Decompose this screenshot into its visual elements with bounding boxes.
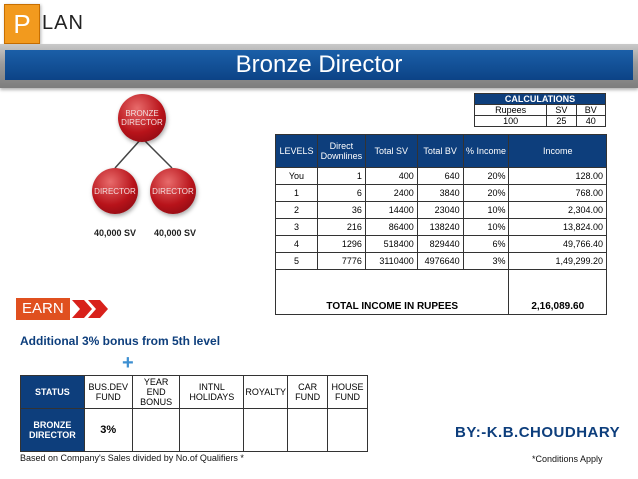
table-cell: 20% — [463, 168, 509, 185]
table-cell: 13,824.00 — [509, 219, 607, 236]
table-cell: 10% — [463, 202, 509, 219]
root-node — [118, 94, 166, 142]
status-header: INTNL HOLIDAYS — [180, 376, 244, 409]
status-cell: BRONZE DIRECTOR — [21, 409, 85, 452]
table-cell: 4 — [276, 236, 318, 253]
table-cell: You — [276, 168, 318, 185]
table-cell: 518400 — [365, 236, 417, 253]
table-cell: 3 — [276, 219, 318, 236]
status-cell — [244, 409, 288, 452]
status-header: HOUSE FUND — [328, 376, 368, 409]
plan-badge: P — [4, 4, 40, 44]
status-header: YEAR END BONUS — [132, 376, 180, 409]
levels-header: Total SV — [365, 135, 417, 168]
calc-value: 100 — [475, 116, 547, 127]
status-cell — [132, 409, 180, 452]
levels-header: Total BV — [417, 135, 463, 168]
total-row — [276, 270, 607, 315]
root-node-label-1: BRONZE — [125, 109, 159, 118]
plan-title: LAN — [42, 12, 84, 34]
status-cell — [328, 409, 368, 452]
author-credit: BY:-K.B.CHOUDHARY — [455, 424, 621, 441]
status-cell — [180, 409, 244, 452]
status-cell: 3% — [84, 409, 132, 452]
table-cell: 23040 — [417, 202, 463, 219]
total-income-value: 2,16,089.60 — [509, 270, 607, 315]
table-cell: 2400 — [365, 185, 417, 202]
table-row — [276, 236, 607, 253]
calc-value: 25 — [547, 116, 576, 127]
table-cell: 2,304.00 — [509, 202, 607, 219]
table-cell: 1 — [276, 185, 318, 202]
table-cell: 7776 — [317, 253, 365, 270]
calculations-table — [474, 93, 606, 127]
table-row — [276, 253, 607, 270]
calc-header: BV — [576, 105, 605, 116]
table-cell: 86400 — [365, 219, 417, 236]
calculations-title: CALCULATIONS — [475, 94, 606, 105]
calc-value: 40 — [576, 116, 605, 127]
table-row — [276, 202, 607, 219]
table-cell: 400 — [365, 168, 417, 185]
table-cell: 3110400 — [365, 253, 417, 270]
status-cell — [288, 409, 328, 452]
bonus-text: Additional 3% bonus from 5th level — [20, 334, 221, 348]
table-row — [276, 168, 607, 185]
calc-header: Rupees — [475, 105, 547, 116]
table-cell: 640 — [417, 168, 463, 185]
table-cell: 1,49,299.20 — [509, 253, 607, 270]
right-child-label: DIRECTOR — [152, 186, 194, 196]
table-cell: 49,766.40 — [509, 236, 607, 253]
table-cell: 36 — [317, 202, 365, 219]
left-child-label: DIRECTOR — [94, 186, 136, 196]
double-chevron-icon — [70, 298, 110, 320]
levels-header: % Income — [463, 135, 509, 168]
table-cell: 216 — [317, 219, 365, 236]
table-row — [276, 185, 607, 202]
table-cell: 138240 — [417, 219, 463, 236]
calc-header: SV — [547, 105, 576, 116]
status-header: CAR FUND — [288, 376, 328, 409]
levels-header: Income — [509, 135, 607, 168]
total-income-label: TOTAL INCOME IN RUPEES — [276, 270, 509, 315]
table-cell: 1296 — [317, 236, 365, 253]
earn-label: EARN — [16, 298, 70, 320]
right-child-node — [150, 168, 196, 214]
status-header: STATUS — [21, 376, 85, 409]
table-cell: 6% — [463, 236, 509, 253]
table-cell: 1 — [317, 168, 365, 185]
levels-header: LEVELS — [276, 135, 318, 168]
table-cell: 10% — [463, 219, 509, 236]
root-node-label-2: DIRECTOR — [121, 118, 163, 127]
table-cell: 5 — [276, 253, 318, 270]
table-cell: 2 — [276, 202, 318, 219]
left-sv-label: 40,000 SV — [94, 228, 137, 238]
plus-icon: + — [122, 352, 134, 374]
banner-title: Bronze Director — [235, 51, 403, 78]
status-header: BUS.DEV FUND — [84, 376, 132, 409]
table-row — [276, 219, 607, 236]
table-cell: 20% — [463, 185, 509, 202]
right-sv-label: 40,000 SV — [154, 228, 197, 238]
status-header: ROYALTY — [244, 376, 288, 409]
table-cell: 14400 — [365, 202, 417, 219]
left-child-node — [92, 168, 138, 214]
table-cell: 128.00 — [509, 168, 607, 185]
table-cell: 3% — [463, 253, 509, 270]
levels-header: Direct Downlines — [317, 135, 365, 168]
conditions-note: *Conditions Apply — [532, 454, 603, 464]
table-cell: 3840 — [417, 185, 463, 202]
status-table — [20, 375, 368, 452]
table-cell: 829440 — [417, 236, 463, 253]
table-cell: 4976640 — [417, 253, 463, 270]
table-cell: 6 — [317, 185, 365, 202]
table-cell: 768.00 — [509, 185, 607, 202]
levels-table — [275, 134, 607, 315]
based-on-note: Based on Company's Sales divided by No.of Qualifiers * — [20, 453, 244, 463]
